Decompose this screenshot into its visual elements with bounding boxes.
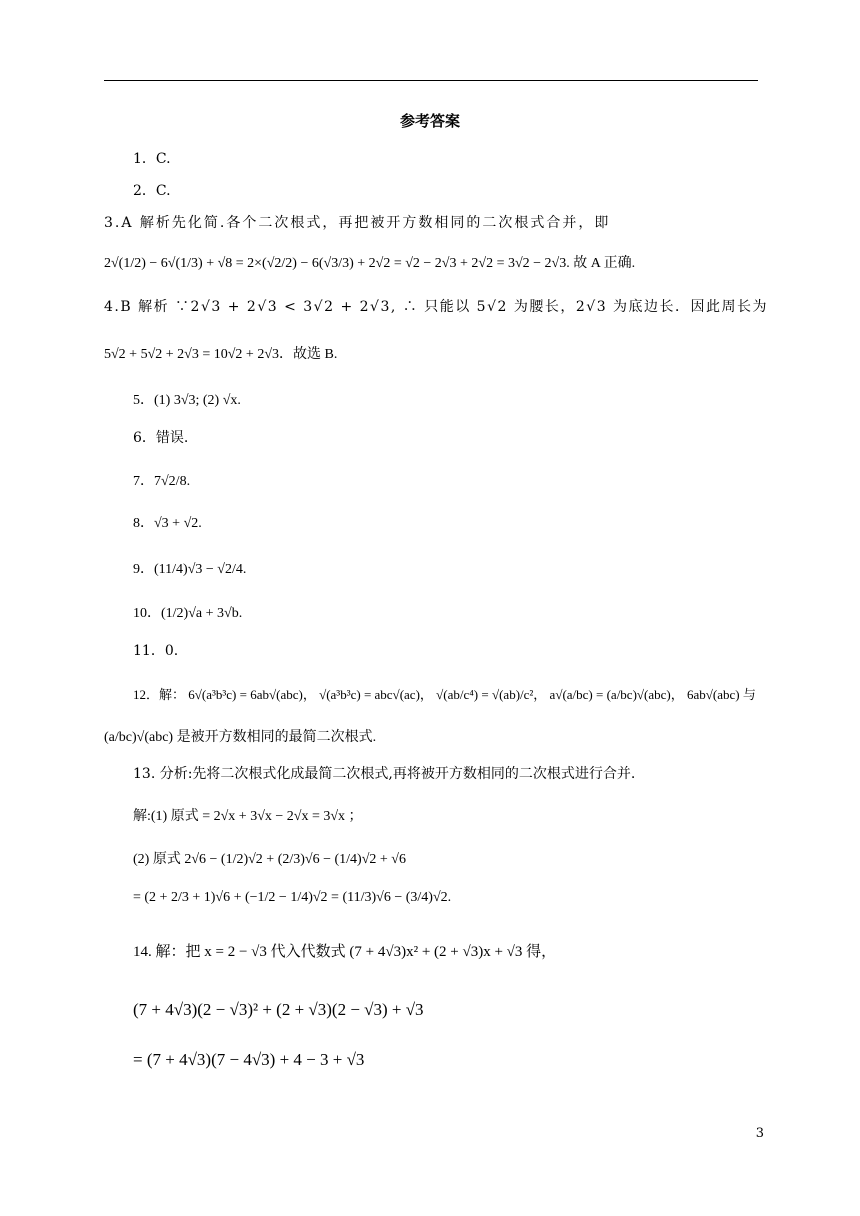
answer-2: 2．C. <box>133 183 171 199</box>
answer-5: 5．(1) 3√3; (2) √x. <box>133 393 241 408</box>
answer-7: 7．7√2/8. <box>133 474 191 489</box>
answer-13-analysis: 13. 分析:先将二次根式化成最简二次根式,再将被开方数相同的二次根式进行合并. <box>133 766 636 782</box>
answer-4-text: 4.B 解析 ∵2√3 + 2√3 < 3√2 + 2√3, ∴ 只能以 5√2 为腰长，2√3 为底边长．因此周长为 <box>104 299 769 315</box>
answer-13-part2-line1: (2) 原式 2√6 − (1/2)√2 + (2/3)√6 − (1/4)√2 + √6 <box>133 852 406 867</box>
answer-9: 9．(11/4)√3 − √2/4. <box>133 562 247 577</box>
answer-14-step1: (7 + 4√3)(2 − √3)² + (2 + √3)(2 − √3) + √3 <box>133 1000 424 1019</box>
page-number: 3 <box>755 1126 764 1141</box>
answer-12-formula: 12．解： 6√(a³b³c) = 6ab√(abc)， √(a³b³c) = abc√(ac)， √(ab/c⁴) = √(ab)/c²， a√(a/bc) = (a/bc)√(abc)， 6ab√(abc) 与 <box>133 687 756 702</box>
page-title: 参考答案 <box>399 112 460 130</box>
answer-3-text: 3.A 解析先化简.各个二次根式，再把被开方数相同的二次根式合并，即 <box>104 215 611 231</box>
answer-14-intro: 14. 解：把 x = 2 − √3 代入代数式 (7 + 4√3)x² + (2 + √3)x + √3 得， <box>133 944 557 960</box>
answer-10: 10．(1/2)√a + 3√b. <box>133 606 243 621</box>
answer-12-text: (a/bc)√(abc) 是被开方数相同的最简二次根式. <box>104 730 377 745</box>
header-rule <box>104 80 758 81</box>
answer-13-part2-line2: = (2 + 2/3 + 1)√6 + (−1/2 − 1/4)√2 = (11/3)√6 − (3/4)√2. <box>133 890 452 905</box>
answer-11: 11．0. <box>133 643 179 659</box>
answer-4-formula: 5√2 + 5√2 + 2√3 = 10√2 + 2√3．故选 B. <box>104 347 338 362</box>
answer-3-formula: 2√(1/2) − 6√(1/3) + √8 = 2×(√2/2) − 6(√3/3) + 2√2 = √2 − 2√3 + 2√2 = 3√2 − 2√3. 故 A 正确. <box>104 256 636 271</box>
answer-8: 8．√3 + √2. <box>133 516 202 531</box>
answer-14-step2: = (7 + 4√3)(7 − 4√3) + 4 − 3 + √3 <box>133 1050 365 1069</box>
answer-13-part1: 解:(1) 原式 = 2√x + 3√x − 2√x = 3√x ； <box>133 809 363 824</box>
answer-6: 6．错误. <box>133 430 189 446</box>
answer-1: 1．C. <box>133 151 171 167</box>
